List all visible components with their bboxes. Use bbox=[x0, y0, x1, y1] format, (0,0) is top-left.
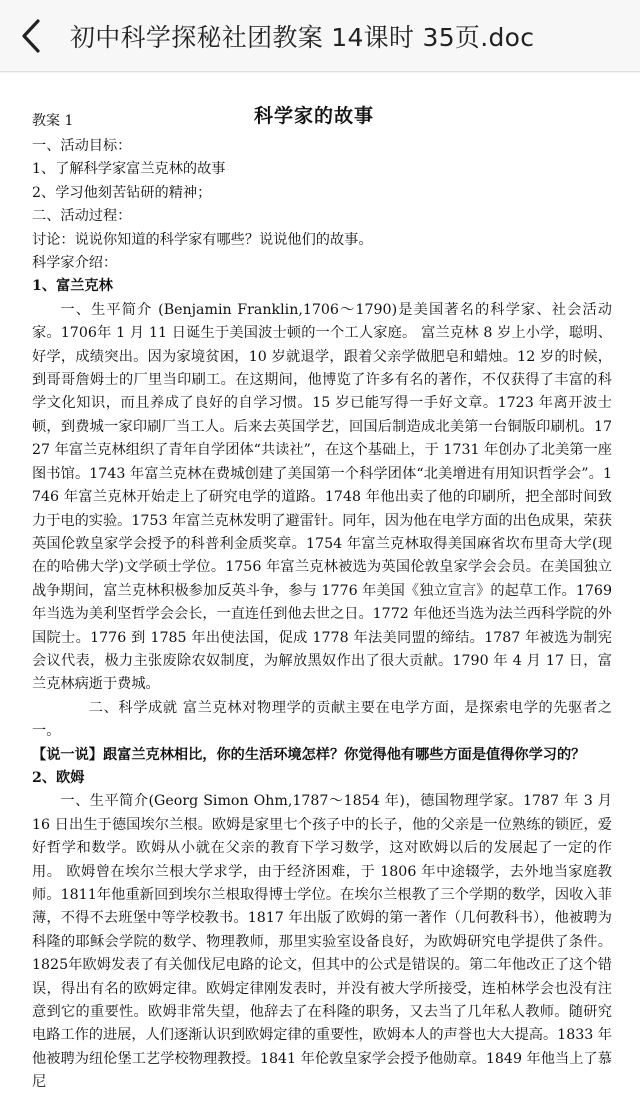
chevron-left-icon bbox=[18, 18, 46, 54]
back-button[interactable] bbox=[0, 0, 64, 72]
document-title: 初中科学探秘社团教案 14课时 35页.doc bbox=[70, 22, 535, 52]
text-line: 2、学习他刻苦钻研的精神； bbox=[32, 184, 212, 201]
paragraph: 一、生平简介 (Benjamin Franklin,1706～1790)是美国著名的科学家、社会活动家。1706年 1 月 11 日诞生于美国波士顿的一个工人家庭。 富兰克林 8 岁上小学，聪明、好学，成绩突出。因为家境贫困，10 岁就退学，跟着父亲学做肥皂和蜡烛。12 岁的时候，到哥哥詹姆士的厂里当印刷工。在这期间，他博览了许多有名的著作，不仅获得了丰富的科学文化知识，而且养成了良好的自学习惯。15 岁已能写得一手好文章。1723 年离开波士顿，到费城一家印刷厂当工人。后来去英国学艺，回国后制造成北美第一台铜版印刷机。1727 年富兰克林组织了青年自学团体“共读社”，在这个基础上，于 1731 年创办了北美第一座图书馆。1743 年富兰克林在费城创建了美国第一个科学团体“北美增进有用知识哲学会”。1746 年富兰克林开始走上了研究电学的道路。1748 年他出卖了他的印刷所，把全部时间致力于电的实验。1753 年富兰克林发明了避雷针。同年，因为他在电学方面的出色成果，荣获英国伦敦皇家学会授予的科普利金质奖章。1754 年富兰克林取得美国麻省坎布里奇大学(现在的哈佛大学)文学硕士学位。1756 年富兰克林被选为英国伦敦皇家学会会员。在美国独立战争期间，富兰克林积极参加反英斗争，参与 1776 年美国《独立宣言》的起草工作。1769 年当选为美利坚哲学会会长，一直连任到他去世之日。1772 年他还当选为法兰西科学院的外国院士。1776 到 1785 年出使法国，促成 1778 年法美同盟的缔结。1787 年被选为制宪会议代表，极力主张废除农奴制度，为解放黑奴作出了很大贡献。1790 年 4 月 17 日，富兰克林病逝于费城。 bbox=[32, 301, 612, 693]
paragraph: 二、科学成就 富兰克林对物理学的贡献主要在电学方面，是探索电学的先驱者之一。 bbox=[32, 699, 612, 740]
section-heading: 1、富兰克林 bbox=[32, 278, 113, 295]
lesson-label: 教案 1 bbox=[32, 113, 74, 129]
text-line: 科学家介绍： bbox=[32, 255, 118, 272]
text-line: 一、活动目标： bbox=[32, 138, 132, 154]
text-line: 1、了解科学家富兰克林的故事 bbox=[32, 161, 226, 178]
section-heading: 2、欧姆 bbox=[32, 769, 85, 786]
page-title: 科学家的故事 bbox=[254, 105, 375, 127]
document-page[interactable] bbox=[0, 73, 640, 1106]
app-header bbox=[0, 0, 640, 72]
text-line: 讨论：说说你知道的科学家有哪些？说说他们的故事。 bbox=[32, 231, 373, 248]
paragraph: 一、生平简介(Georg Simon Ohm,1787～1854 年)，德国物理学家。1787 年 3 月 16 日出生于德国埃尔兰根。欧姆是家里七个孩子中的长子，他的父亲是一位熟练的锁匠，爱好哲学和数学。欧姆从小就在父亲的教育下学习数学，这对欧姆以后的发展起了一定的作用。 欧姆曾在埃尔兰根大学求学，由于经济困难，于 1806 年中途辍学，去外地当家庭教师。1811年他重新回到埃尔兰根取得博士学位。在埃尔兰根教了三个学期的数学，因收入菲薄，不得不去班堡中等学校教书。1817 年出版了欧姆的第一著作（几何教科书），他被聘为科隆的耶稣会学院的数学、物理教师，那里实验室设备良好，为欧姆研究电学提供了条件。 1825年欧姆发表了有关伽伐尼电路的论文，但其中的公式是错误的。第二年他改正了这个错误，得出有名的欧姆定律。欧姆定律刚发表时，并没有被大学所接受，连柏林学会也没有注意到它的重要性。欧姆非常失望，他辞去了在科隆的职务，又去当了几年私人教师。随研究电路工作的进展，人们逐渐认识到欧姆定律的重要性，欧姆本人的声誉也大大提高。1833 年他被聘为纽伦堡工艺学校物理教授。1841 年伦敦皇家学会授予他勋章。1849 年他当上了慕尼 bbox=[32, 793, 612, 1091]
discussion-prompt: 【说一说】跟富兰克林相比，你的生活环境怎样？你觉得他有哪些方面是值得你学习的？ bbox=[32, 746, 586, 763]
text-line: 二、活动过程： bbox=[32, 208, 132, 225]
